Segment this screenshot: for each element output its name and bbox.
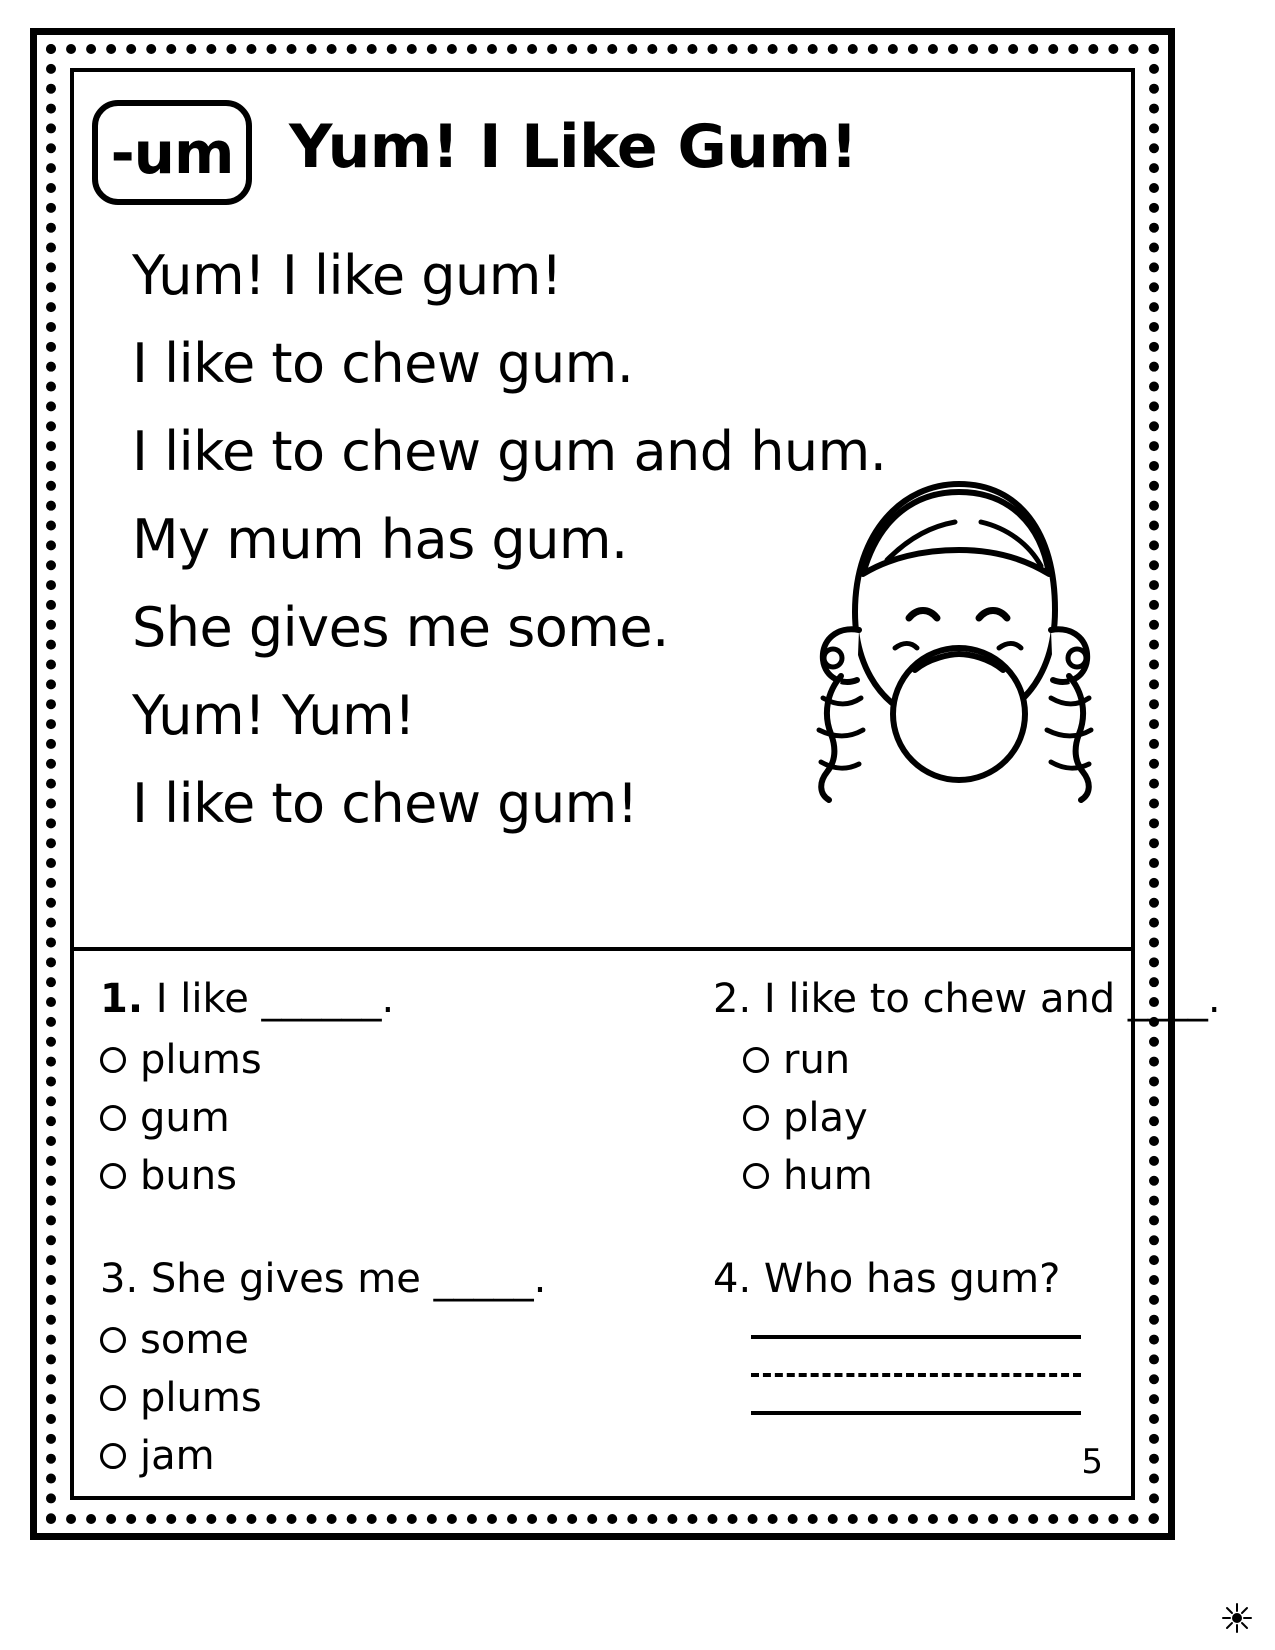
question-3-choice[interactable] [100,1311,595,1369]
story-line: She gives me some. [132,596,669,659]
choice-label: gum [140,1095,230,1141]
radio-bubble-icon[interactable] [100,1047,126,1073]
radio-bubble-icon[interactable] [743,1047,769,1073]
radio-bubble-icon[interactable] [100,1385,126,1411]
question-2-choice[interactable] [713,1089,1221,1147]
question-3-number: 3. [100,1256,139,1302]
question-4-text: Who has gum? [763,1256,1061,1302]
worksheet-header [74,72,1131,232]
radio-bubble-icon[interactable] [100,1163,126,1189]
question-3-choice[interactable] [100,1427,595,1485]
story-line: Yum! Yum! [132,684,416,747]
word-family-badge [92,100,252,205]
question-2-text: I like to chew and ____. [763,976,1221,1022]
story-passage [74,232,1131,947]
question-2-choice[interactable] [713,1031,1221,1089]
choice-label: hum [783,1153,873,1199]
girl-blowing-bubble-gum-icon [783,462,1113,822]
choice-label: jam [140,1433,215,1479]
question-3 [100,1253,595,1485]
question-2-prompt [713,973,1221,1025]
choice-label: play [783,1095,868,1141]
radio-bubble-icon[interactable] [743,1163,769,1189]
choice-label: plums [140,1375,262,1421]
worksheet-content-frame [70,68,1221,1500]
page-number: 5 [1081,1442,1103,1482]
sun-mark-icon [1221,1602,1253,1634]
question-1 [100,973,595,1205]
answer-line-solid-top [751,1335,1081,1339]
question-1-prompt [100,973,595,1025]
question-1-choice[interactable] [100,1147,595,1205]
choice-label: run [783,1037,851,1083]
question-3-text: She gives me _____. [150,1256,547,1302]
answer-line-dashed-middle [751,1373,1081,1377]
question-1-choice[interactable] [100,1031,595,1089]
radio-bubble-icon[interactable] [100,1105,126,1131]
question-4-answer-area[interactable] [713,1335,1081,1415]
question-4 [595,1253,1221,1485]
radio-bubble-icon[interactable] [100,1443,126,1469]
page-title: Yum! I Like Gum! [289,112,858,182]
story-line: Yum! I like gum! [132,244,563,307]
worksheet-page [30,28,1221,1540]
question-2 [595,973,1221,1205]
question-1-choice[interactable] [100,1089,595,1147]
question-3-choice[interactable] [100,1369,595,1427]
question-4-number: 4. [713,1256,752,1302]
choice-label: plums [140,1037,262,1083]
question-2-number: 2. [713,976,752,1022]
story-line: I like to chew gum. [132,332,634,395]
question-1-number: 1. [100,976,144,1022]
radio-bubble-icon[interactable] [743,1105,769,1131]
question-2-choice[interactable] [713,1147,1221,1205]
radio-bubble-icon[interactable] [100,1327,126,1353]
word-family-badge-label: -um [110,118,234,187]
choice-label: some [140,1317,249,1363]
question-1-text: I like ______. [155,976,395,1022]
story-line: My mum has gum. [132,508,628,571]
story-line: I like to chew gum! [132,772,638,835]
question-3-prompt [100,1253,595,1305]
question-4-prompt [713,1253,1221,1305]
choice-label: buns [140,1153,237,1199]
answer-line-solid-bottom [751,1411,1081,1415]
story-line: I like to chew gum and hum. [132,420,887,483]
comprehension-questions [74,951,1221,1496]
